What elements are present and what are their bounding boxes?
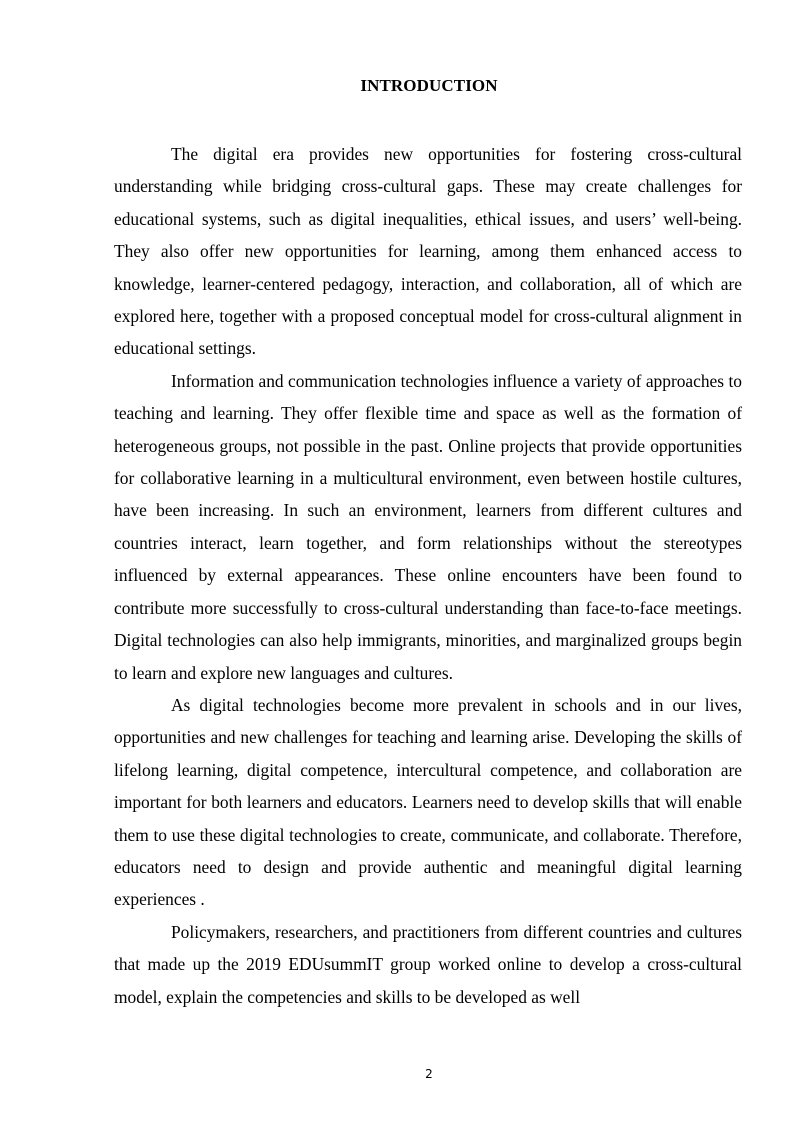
paragraph-2: Information and communication technologies influence a variety of approaches to teaching and learning. They offer flexible time and space as well as the formation of heterogeneous groups, not possible in the past. Online projects that provide opportunities for collaborative learning in a multicultural environment, even between hostile cultures, have been increasing. In such an environment, learners from different cultures and countries interact, learn together, and form relationships without the stereotypes influenced by external appearances. These online encounters have been found to contribute more successfully to cross-cultural understanding than face-to-face meetings. Digital technologies can also help immigrants, minorities, and marginalized groups begin to learn and explore new languages and cultures. [114,370,742,683]
page-number: 2 [425,1067,433,1081]
paragraph-4: Policymakers, researchers, and practitioners from different countries and cultures that made up the 2019 EDUsummIT group worked online to develop a cross-cultural model, explain the competencies and skills to be developed as well [114,921,742,1007]
paragraph-1: The digital era provides new opportunities for fostering cross-cultural understanding while bridging cross-cultural gaps. These may create challenges for educational systems, such as digital inequalities, ethical issues, and users’ well-being. They also offer new opportunities for learning, among them enhanced access to knowledge, learner-centered pedagogy, interaction, and collaboration, all of which are explored here, together with a proposed conceptual model for cross-cultural alignment in educational settings. [114,144,742,359]
section-heading: INTRODUCTION [360,76,498,95]
body-text [114,138,742,1013]
paragraph-3: As digital technologies become more prevalent in schools and in our lives, opportunities and new challenges for teaching and learning arise. Developing the skills of lifelong learning, digital competence, intercultural competence, and collaboration are important for both learners and educators. Learners need to develop skills that will enable them to use these digital technologies to create, communicate, and collaborate. Therefore, educators need to design and provide authentic and meaningful digital learning experiences . [114,694,742,910]
